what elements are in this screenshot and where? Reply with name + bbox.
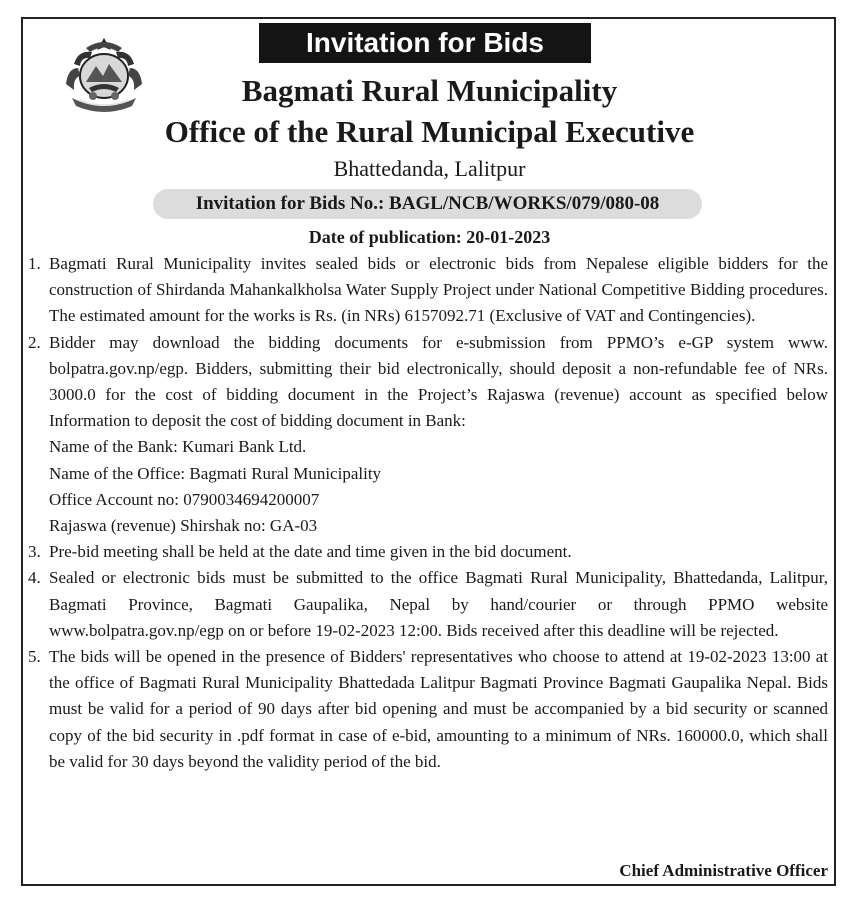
list-item	[28, 565, 828, 644]
item-number: 4.	[28, 568, 41, 588]
office-name: Office of the Rural Municipal Executive	[164, 114, 695, 149]
item-number: 3.	[28, 542, 41, 562]
list-item	[28, 251, 828, 330]
office-location: Bhattedanda, Lalitpur	[333, 156, 526, 181]
municipality-name: Bagmati Rural Municipality	[241, 73, 618, 108]
list-item	[28, 644, 828, 775]
item-text: Bidder may download the bidding documents for e-submission from PPMO’s e-GP system www. bolpatra.gov.np/egp. Bidders, submitting their bid electronically, should deposit a non-refundable fee of NRs. 3000.0 for the cost of bidding document in the Project’s Rajaswa (revenue) account as specified below Information to deposit the cost of bidding document in Bank:	[49, 332, 828, 431]
item-text: The bids will be opened in the presence of Bidders' representatives who choose to attend at 19-02-2023 13:00 at the office of Bagmati Rural Municipality Bhattedada Lalitpur Bagmati Province Bagmati Gaupalika Nepal. Bids must be valid for a period of 90 days after bid opening and must be accompanied by a bid security or scanned copy of the bid security in .pdf format in case of e-bid, amounting to a minimum of NRs. 160000.0, which shall be valid for 30 days beyond the validity period of the bid.	[49, 647, 828, 771]
item-number: 2.	[28, 332, 41, 352]
notice-body	[28, 251, 828, 775]
item-text: Pre-bid meeting shall be held at the date and time given in the bid document.	[49, 542, 572, 562]
item-number: 1.	[28, 254, 41, 273]
bank-name: Name of the Bank: Kumari Bank Ltd.	[49, 437, 307, 457]
item-number: 5.	[28, 647, 41, 667]
signatory-title: Chief Administrative Officer	[619, 861, 828, 880]
notice-banner: Invitation for Bids	[259, 23, 591, 63]
bid-number: Invitation for Bids No.: BAGL/NCB/WORKS/079/080-08	[153, 189, 702, 219]
list-item	[28, 539, 828, 565]
revenue-code: Rajaswa (revenue) Shirshak no: GA-03	[49, 516, 318, 536]
item-text: Sealed or electronic bids must be submitted to the office Bagmati Rural Municipality, Bhattedanda, Lalitpur, Bagmati Province, Bagmati Gaupalika, Nepal by hand/courier or through PPMO website www.bolpatra.gov.np/egp on or before 19-02-2023 12:00. Bids received after this deadline will be rejected.	[49, 568, 828, 640]
account-number: Office Account no: 0790034694200007	[49, 489, 320, 509]
list-item	[28, 330, 828, 435]
publication-date: Date of publication: 20-01-2023	[308, 227, 551, 247]
office-name-line: Name of the Office: Bagmati Rural Municipality	[49, 463, 382, 483]
item-text: Bagmati Rural Municipality invites sealed bids or electronic bids from Nepalese eligible bidders for the construction of Shirdanda Mahankalkholsa Water Supply Project under National Competitive Bidding procedures. The estimated amount for the works is Rs. (in NRs) 6157092.71 (Exclusive of VAT and Contingencies).	[49, 254, 828, 326]
